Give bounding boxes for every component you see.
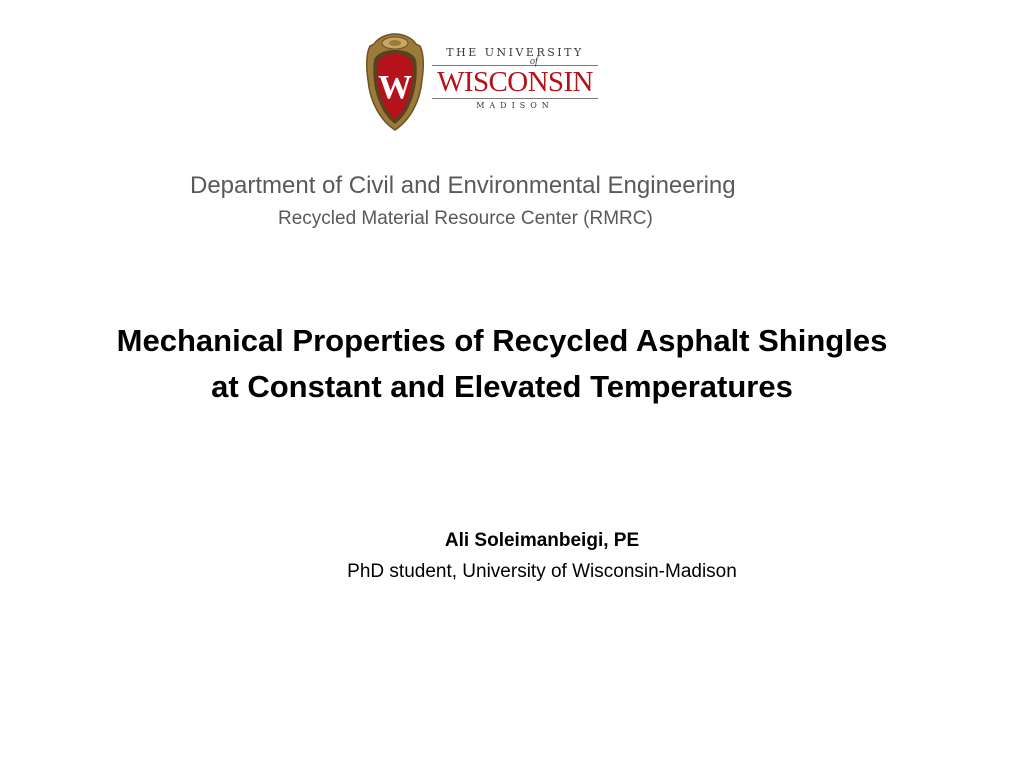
wordmark-main: WISCONSIN [437,66,593,98]
crest-icon [364,32,426,132]
slide-title: Mechanical Properties of Recycled Asphalt Shingles at Constant and Elevated Temperatures [116,323,888,404]
wordmark-bottom-line: MADISON [476,101,554,110]
wordmark-rule-bottom [432,98,598,99]
wordmark [432,46,602,120]
author-role: PhD student, University of Wisconsin-Madison [347,561,737,582]
university-logo [364,32,604,132]
center-name: Recycled Material Resource Center (RMRC) [278,208,653,229]
author-name: Ali Soleimanbeigi, PE [444,530,640,551]
wordmark-of: of [530,56,538,67]
department-name: Department of Civil and Environmental Engineering [190,172,736,199]
crest-letter: W [378,69,412,106]
wordmark-top-line: THE UNIVERSITY [446,46,584,59]
